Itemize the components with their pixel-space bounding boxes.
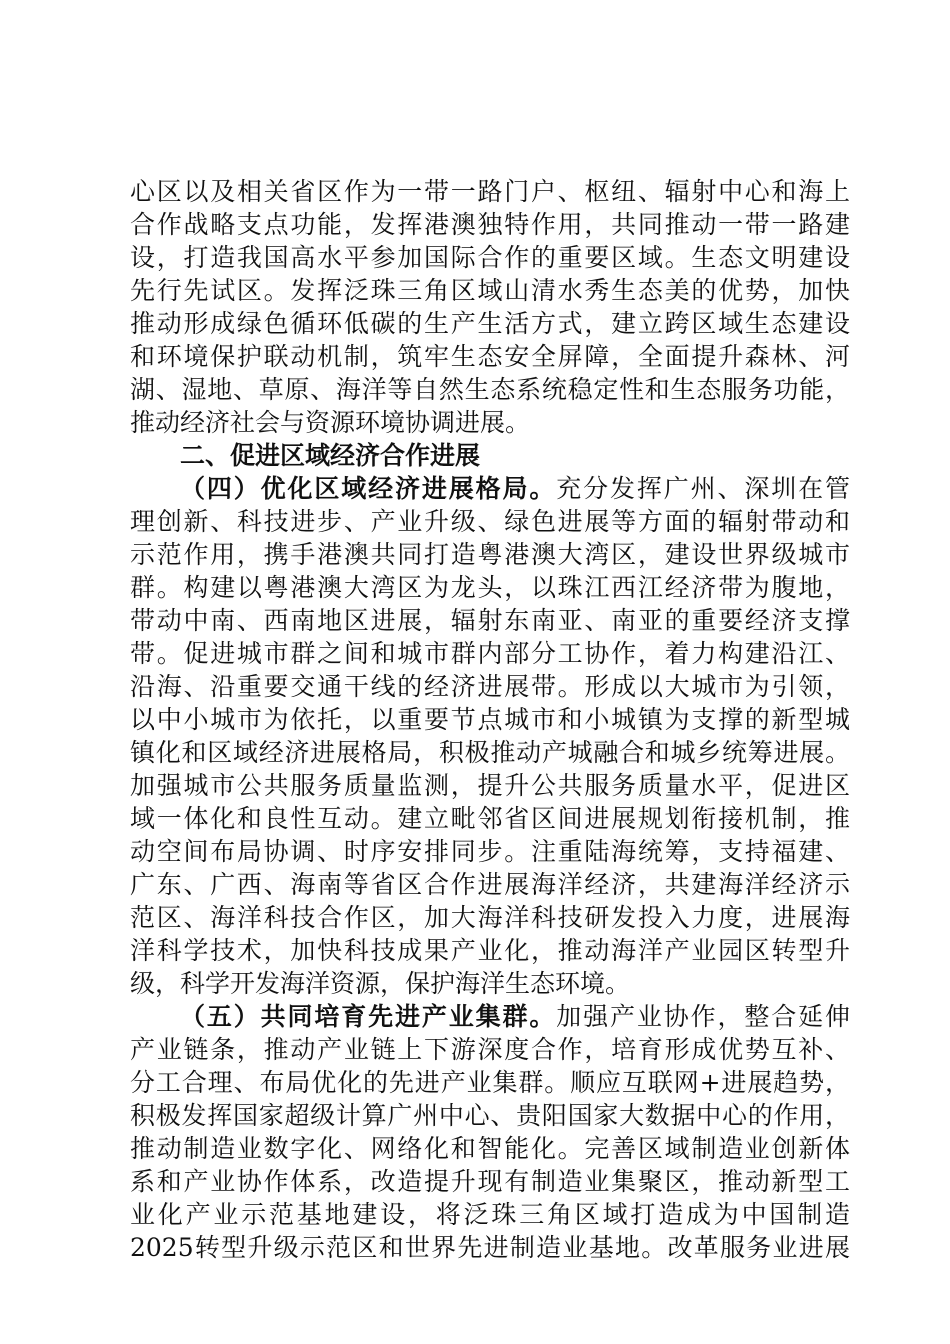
- paragraph-line: 推动制造业数字化、网络化和智能化。完善区域制造业创新体: [130, 1134, 850, 1163]
- paragraph-industry-clusters: [130, 1000, 850, 1264]
- paragraph-text: 充分发挥广州、深圳在管: [556, 474, 850, 503]
- paragraph-line: 2025转型升级示范区和世界先进制造业基地。改革服务业进展: [130, 1233, 850, 1262]
- paragraph-line: 范区、海洋科技合作区，加大海洋科技研发投入力度，进展海: [130, 903, 850, 932]
- paragraph-ecology: [130, 175, 850, 439]
- paragraph-line: 广东、广西、海南等省区合作进展海洋经济，共建海洋经济示: [130, 870, 850, 899]
- section-heading: 二、促进区域经济合作进展: [180, 441, 481, 470]
- paragraph-line: 动空间布局协调、时序安排同步。注重陆海统筹，支持福建、: [130, 837, 850, 866]
- paragraph-first-line: [130, 1000, 850, 1033]
- paragraph-regional-layout: [130, 472, 850, 1000]
- paragraph-line: 带动中南、西南地区进展，辐射东南亚、南亚的重要经济支撑: [130, 606, 850, 635]
- paragraph-line: 分工合理、布局优化的先进产业集群。顺应互联网+进展趋势，: [130, 1068, 850, 1097]
- document-body: [130, 175, 850, 1264]
- paragraph-line: 示范作用，携手港澳共同打造粤港澳大湾区，建设世界级城市: [130, 540, 850, 569]
- paragraph-title: （五）共同培育先进产业集群。: [180, 1002, 557, 1031]
- paragraph-line: 积极发挥国家超级计算广州中心、贵阳国家大数据中心的作用，: [130, 1101, 850, 1130]
- paragraph-title: （四）优化区域经济进展格局。: [180, 474, 557, 503]
- paragraph-text: 加强产业协作，整合延伸: [556, 1002, 850, 1031]
- paragraph-line: 镇化和区域经济进展格局，积极推动产城融合和城乡统筹进展。: [130, 738, 850, 767]
- paragraph-line: 推动形成绿色循环低碳的生产生活方式，建立跨区域生态建设: [130, 309, 850, 338]
- paragraph-line: 产业链条，推动产业链上下游深度合作，培育形成优势互补、: [130, 1035, 850, 1064]
- paragraph-line: 洋科学技术，加快科技成果产业化，推动海洋产业园区转型升: [130, 936, 850, 965]
- paragraph-line: 湖、湿地、草原、海洋等自然生态系统稳定性和生态服务功能，: [130, 375, 850, 404]
- paragraph-line: 设，打造我国高水平参加国际合作的重要区域。生态文明建设: [130, 243, 850, 272]
- paragraph-line: 推动经济社会与资源环境协调进展。: [130, 408, 531, 437]
- paragraph-line: 心区以及相关省区作为一带一路门户、枢纽、辐射中心和海上: [130, 177, 850, 206]
- paragraph-line: 加强城市公共服务质量监测，提升公共服务质量水平，促进区: [130, 771, 850, 800]
- paragraph-line: 和环境保护联动机制，筑牢生态安全屏障，全面提升森林、河: [130, 342, 850, 371]
- paragraph-line: 带。促进城市群之间和城市群内部分工协作，着力构建沿江、: [130, 639, 850, 668]
- paragraph-line: 级，科学开发海洋资源，保护海洋生态环境。: [130, 969, 631, 998]
- paragraph-first-line: [130, 472, 850, 505]
- paragraph-line: 域一体化和良性互动。建立毗邻省区间进展规划衔接机制，推: [130, 804, 850, 833]
- paragraph-line: 业化产业示范基地建设，将泛珠三角区域打造成为中国制造: [130, 1200, 850, 1229]
- paragraph-line: 理创新、科技进步、产业升级、绿色进展等方面的辐射带动和: [130, 507, 850, 536]
- paragraph-line: 以中小城市为依托，以重要节点城市和小城镇为支撑的新型城: [130, 705, 850, 734]
- paragraph-line: 先行先试区。发挥泛珠三角区域山清水秀生态美的优势，加快: [130, 276, 850, 305]
- paragraph-line: 群。构建以粤港澳大湾区为龙头，以珠江西江经济带为腹地，: [130, 573, 850, 602]
- paragraph-line: 合作战略支点功能，发挥港澳独特作用，共同推动一带一路建: [130, 210, 850, 239]
- paragraph-line: 沿海、沿重要交通干线的经济进展带。形成以大城市为引领，: [130, 672, 850, 701]
- paragraph-line: 系和产业协作体系，改造提升现有制造业集聚区，推动新型工: [130, 1167, 850, 1196]
